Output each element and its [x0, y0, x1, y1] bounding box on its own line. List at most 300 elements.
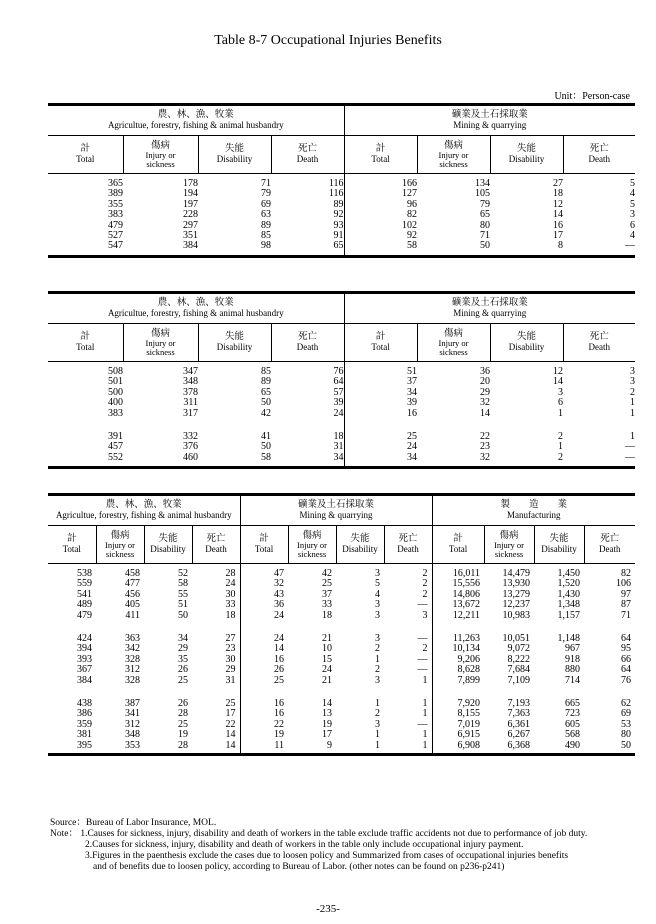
- table-cell: 35: [178, 653, 188, 665]
- table-cell: 6,915: [457, 729, 481, 741]
- table-cell: 28: [178, 739, 188, 751]
- table-cell: 62: [621, 698, 632, 710]
- note-3b-text: and of benefits due to loosen policy, according to Bureau of Labor. (other notes can be found on p236-p241): [93, 862, 505, 872]
- table-cell: 348: [125, 729, 140, 741]
- table-cell: 328: [125, 653, 140, 665]
- table-cell: 106: [616, 578, 632, 590]
- table-cell: 20: [480, 376, 491, 388]
- col-header-total: [344, 136, 417, 174]
- table-cell: 11: [274, 739, 285, 751]
- group-manu: [432, 495, 635, 526]
- table-cell: 15: [322, 653, 333, 665]
- table-cell: 1: [375, 698, 381, 710]
- table-cell: 92: [271, 210, 344, 220]
- col-header-death: [584, 526, 635, 564]
- col-header-total-en: Total: [76, 154, 95, 164]
- col-header-death-en: Death: [588, 154, 611, 164]
- table-cell: 14: [192, 730, 240, 740]
- col-header-injury-en1: Injury or: [438, 150, 469, 161]
- col-header-injury-en2: sickness: [146, 346, 175, 357]
- table-cell: 8: [558, 240, 564, 252]
- table-cell: 359: [77, 718, 92, 730]
- table-cell: 2: [558, 451, 564, 463]
- table-cell: 25: [407, 431, 418, 443]
- col-header-injury-zh: 傷病: [444, 327, 464, 339]
- table-cell: 1: [384, 741, 432, 751]
- table-cell: 116: [271, 189, 344, 199]
- group-agri-zh: 農、林、漁、牧業: [157, 297, 234, 308]
- table-cell: 389: [108, 188, 123, 200]
- page-title: Table 8-7 Occupational Injuries Benefits: [214, 33, 442, 48]
- table-cell: 501: [108, 376, 123, 388]
- col-header-total-zh: 計: [80, 142, 90, 154]
- table-cell: 22: [274, 718, 285, 730]
- col-header-death: [563, 136, 635, 174]
- table-cell: 7,193: [507, 698, 531, 710]
- table-cell: —: [384, 665, 432, 675]
- group-agri: [48, 293, 344, 324]
- col-header-total-en: Total: [371, 154, 390, 164]
- col-header-disability-en: Disability: [150, 544, 186, 554]
- col-header-total-zh: 計: [375, 142, 386, 154]
- table-cell: —: [384, 600, 432, 610]
- table-cell: 665: [565, 698, 581, 710]
- table-cell: 12,211: [452, 609, 481, 621]
- table-cell: 1: [630, 407, 636, 419]
- col-header-injury-en1: Injury or: [438, 338, 469, 349]
- table-cell: 317: [183, 407, 198, 419]
- col-header-disability-en: Disability: [216, 342, 253, 352]
- col-header-injury-en1: Injury or: [145, 338, 176, 349]
- col-header-total: [48, 324, 123, 362]
- table-cell: 9,206: [457, 653, 481, 665]
- table-section-2: [48, 291, 635, 469]
- table-cell: 3: [375, 609, 381, 621]
- col-header-total-en: Total: [371, 342, 390, 352]
- table-cell: 341: [125, 708, 140, 720]
- table-cell: 33: [192, 600, 240, 610]
- table-cell: 28: [178, 708, 188, 720]
- table-cell: 547: [108, 240, 123, 252]
- table-cell: 32: [480, 451, 491, 463]
- table-cell: 14: [322, 698, 333, 710]
- table-cell: 71: [480, 230, 491, 242]
- table-cell: 65: [480, 209, 491, 221]
- table-cell: 57: [271, 388, 344, 398]
- table-cell: 29: [192, 665, 240, 675]
- table-cell: 438: [77, 698, 92, 710]
- table-cell: 2: [384, 579, 432, 589]
- source-label: Source：: [50, 818, 86, 828]
- table-cell: 14,479: [502, 568, 531, 579]
- table-cell: 714: [565, 674, 581, 686]
- col-header-injury-en1: Injury or: [145, 150, 176, 161]
- col-header-injury: [288, 526, 336, 564]
- page-number: -235-: [316, 903, 340, 915]
- table-cell: 1: [384, 699, 432, 709]
- table-cell: 34: [407, 451, 418, 463]
- table-row: [48, 241, 635, 251]
- group-mining-en: Mining & quarrying: [453, 120, 527, 130]
- table-cell: 6,267: [507, 729, 531, 741]
- table-cell: 80: [621, 729, 632, 741]
- table-cell: 12: [553, 198, 564, 210]
- table-cell: 1: [384, 709, 432, 719]
- table-cell: 363: [125, 633, 140, 645]
- table-cell: 25: [322, 578, 333, 590]
- col-header-injury-en2: sickness: [494, 548, 524, 559]
- table-cell: —: [625, 441, 636, 453]
- table-cell: 51: [407, 366, 418, 377]
- table-cell: 2: [384, 644, 432, 654]
- col-header-death-en: Death: [397, 544, 419, 554]
- col-header-total-zh: 計: [259, 532, 269, 544]
- table-cell: 17: [192, 709, 240, 719]
- col-header-total: [48, 136, 123, 174]
- table-cell: 6,368: [507, 739, 531, 751]
- table-section-3: [48, 493, 635, 756]
- table-cell: 351: [183, 230, 198, 242]
- table-cell: 395: [77, 739, 92, 751]
- table-cell: 71: [261, 178, 271, 189]
- table-cell: 400: [108, 397, 123, 409]
- table-cell: 405: [125, 599, 140, 611]
- table-cell: 16: [407, 407, 418, 419]
- table-cell: 10: [322, 643, 333, 655]
- col-header-disability-en: Disability: [541, 544, 577, 554]
- table-cell: 87: [621, 599, 632, 611]
- table-cell: 25: [178, 718, 188, 730]
- table-cell: 89: [261, 219, 271, 231]
- table-cell: 194: [183, 188, 198, 200]
- table-cell: 311: [183, 397, 198, 409]
- group-mining-en: Mining & quarrying: [453, 308, 527, 318]
- col-header-death: [384, 526, 432, 564]
- table-cell: 1: [630, 431, 636, 443]
- table-cell: 3: [375, 674, 381, 686]
- table-cell: 7,920: [457, 698, 481, 710]
- table-cell: 394: [77, 643, 92, 655]
- table-cell: 880: [565, 664, 581, 676]
- table-cell: 6,908: [457, 739, 481, 751]
- col-header-death-en: Death: [205, 544, 227, 554]
- table-cell: 500: [108, 386, 123, 398]
- table-cell: 8,222: [507, 653, 531, 665]
- col-header-total-en: Total: [62, 544, 81, 554]
- table-cell: 79: [480, 198, 491, 210]
- col-header-disability: [490, 324, 563, 362]
- table-cell: 134: [475, 178, 491, 189]
- col-header-injury-en2: sickness: [297, 548, 327, 559]
- row-spacer: [48, 751, 635, 755]
- note-2-text: 2.Causes for sickness, injury, disability and death of workers in the table only include occupational injury payment.: [85, 840, 524, 850]
- table-cell: 9,072: [507, 643, 531, 655]
- table-cell: 6: [630, 219, 636, 231]
- table-cell: 5: [375, 578, 381, 590]
- col-header-injury-zh: 傷病: [302, 529, 322, 541]
- table-cell: 25: [274, 674, 285, 686]
- table-cell: 3: [375, 633, 381, 645]
- col-header-disability: [490, 136, 563, 174]
- col-header-death-zh: 死亡: [206, 532, 226, 544]
- table-cell: 69: [621, 708, 632, 720]
- table-cell: 16: [274, 653, 285, 665]
- table-cell: 386: [77, 708, 92, 720]
- col-header-injury-zh: 傷病: [499, 529, 519, 541]
- table-cell: 18: [322, 609, 333, 621]
- table-cell: 460: [183, 451, 198, 463]
- table-cell: 424: [77, 633, 92, 645]
- table-cell: 328: [125, 674, 140, 686]
- table-cell: 1,430: [557, 588, 581, 600]
- table-cell: 365: [108, 178, 123, 189]
- table-cell: 723: [565, 708, 581, 720]
- col-header-disability: [198, 136, 271, 174]
- table-cell: 6: [558, 397, 564, 409]
- col-header-total-en: Total: [448, 544, 468, 554]
- col-header-injury-zh: 傷病: [110, 529, 130, 541]
- table-cell: 47: [274, 568, 285, 579]
- col-header-injury-en2: sickness: [105, 548, 135, 559]
- table-cell: 5: [630, 178, 636, 189]
- table-cell: 14: [553, 209, 564, 221]
- table-cell: 967: [565, 643, 581, 655]
- table-cell: 384: [77, 674, 92, 686]
- col-header-injury-zh: 傷病: [150, 327, 170, 339]
- table-cell: 65: [271, 241, 344, 251]
- col-header-injury: [123, 136, 198, 174]
- table-cell: 332: [183, 431, 198, 443]
- table-cell: 3: [630, 376, 636, 388]
- table-cell: 18: [553, 188, 564, 200]
- col-header-injury: [96, 526, 144, 564]
- table-cell: 458: [125, 568, 140, 579]
- group-agri-zh: 農、林、漁、牧業: [157, 109, 234, 120]
- col-header-death-en: Death: [296, 154, 319, 164]
- table-cell: 1,157: [557, 609, 581, 621]
- table-cell: 489: [77, 599, 92, 611]
- table-cell: 37: [407, 376, 418, 388]
- unit-label: Unit：Person-case: [554, 91, 630, 102]
- col-header-disability-en: Disability: [216, 154, 253, 164]
- table-cell: 13,672: [452, 599, 481, 611]
- table-cell: 21: [322, 633, 333, 645]
- table-cell: 24: [407, 441, 418, 453]
- table-cell: 1: [630, 397, 636, 409]
- group-mining: [240, 495, 432, 526]
- col-header-total-en: Total: [254, 544, 274, 554]
- table-cell: 477: [125, 578, 140, 590]
- table-cell: 79: [261, 188, 271, 200]
- table-cell: 13,930: [502, 578, 531, 590]
- group-mining-zh: 礦業及土石採取業: [451, 297, 528, 308]
- col-header-total: [48, 526, 96, 564]
- group-manu-en: Manufacturing: [507, 510, 561, 520]
- table-cell: 1: [384, 676, 432, 686]
- group-agri: [48, 105, 344, 136]
- col-header-death-zh: 死亡: [398, 532, 418, 544]
- table-cell: 55: [178, 588, 188, 600]
- table-cell: 23: [480, 441, 491, 453]
- table-cell: 3: [630, 366, 636, 377]
- table-cell: 456: [125, 588, 140, 600]
- table-cell: 105: [475, 188, 491, 200]
- table-cell: 37: [322, 588, 333, 600]
- table-cell: 3: [375, 599, 381, 611]
- col-header-injury-en2: sickness: [146, 158, 175, 169]
- table-cell: 14: [480, 407, 491, 419]
- table-cell: 1,450: [557, 568, 581, 579]
- note-3: [50, 851, 650, 862]
- table-cell: 51: [178, 599, 188, 611]
- table-cell: 52: [178, 568, 188, 579]
- group-agri-en: Agricultue, forestry, fishing & animal husbandry: [55, 510, 232, 520]
- col-header-death: [271, 324, 344, 362]
- table-cell: 23: [192, 644, 240, 654]
- col-header-total-zh: 計: [453, 532, 463, 544]
- table-cell: 383: [108, 209, 123, 221]
- table-cell: 14: [274, 643, 285, 655]
- col-header-death-zh: 死亡: [589, 142, 609, 154]
- table-cell: 4: [630, 188, 636, 200]
- table-cell: 15,556: [452, 578, 481, 590]
- group-mining-zh: 礦業及土石採取業: [451, 109, 528, 120]
- table-cell: 95: [621, 643, 632, 655]
- col-header-total: [432, 526, 484, 564]
- table-cell: 393: [77, 653, 92, 665]
- table-cell: 4: [630, 230, 636, 242]
- col-header-death-zh: 死亡: [298, 330, 318, 342]
- table-cell: 1: [375, 653, 381, 665]
- table-cell: 376: [183, 441, 198, 453]
- table-cell: 348: [183, 376, 198, 388]
- table-cell: 166: [402, 178, 418, 189]
- col-header-total-zh: 計: [80, 330, 90, 342]
- table-cell: 8,155: [457, 708, 481, 720]
- group-agri: [48, 495, 240, 526]
- table-cell: 102: [402, 219, 418, 231]
- col-header-death: [563, 324, 635, 362]
- table-cell: 387: [125, 698, 140, 710]
- table-cell: 41: [261, 431, 271, 443]
- col-header-death: [271, 136, 344, 174]
- table-cell: 411: [125, 609, 140, 621]
- col-header-disability: [336, 526, 384, 564]
- group-mining: [344, 293, 635, 324]
- col-header-death-en: Death: [599, 544, 621, 554]
- source-line: [50, 818, 650, 829]
- note-3-cont: [50, 862, 650, 873]
- col-header-disability-zh: 失能: [517, 330, 537, 342]
- table-cell: 18: [271, 432, 344, 442]
- table-cell: 27: [192, 634, 240, 644]
- table-cell: 42: [322, 568, 333, 579]
- table-cell: 26: [178, 698, 188, 710]
- col-header-injury-en1: Injury or: [297, 540, 327, 551]
- table-cell: 384: [183, 240, 198, 252]
- table-cell: 605: [565, 718, 581, 730]
- table-cell: 353: [125, 739, 140, 751]
- table-cell: 2: [375, 708, 381, 720]
- table-cell: 17: [322, 729, 333, 741]
- col-header-injury: [484, 526, 534, 564]
- table-cell: 36: [480, 366, 491, 377]
- table-cell: 355: [108, 198, 123, 210]
- table-section-1: [48, 103, 635, 258]
- table-cell: 2: [384, 569, 432, 579]
- col-header-disability-en: Disability: [508, 342, 545, 352]
- table-cell: 1,520: [557, 578, 581, 590]
- table-cell: 25: [192, 699, 240, 709]
- table-cell: 17: [553, 230, 564, 242]
- col-header-death-zh: 死亡: [600, 532, 620, 544]
- col-header-injury-zh: 傷病: [444, 139, 464, 151]
- col-header-disability-en: Disability: [342, 544, 378, 554]
- table-cell: 76: [271, 367, 344, 377]
- table-cell: 30: [192, 590, 240, 600]
- col-header-death: [192, 526, 240, 564]
- table-cell: 32: [274, 578, 285, 590]
- table-cell: 4: [375, 588, 381, 600]
- table-cell: 24: [274, 633, 285, 645]
- table-cell: 34: [271, 453, 344, 463]
- table-cell: 10,983: [502, 609, 531, 621]
- table-cell: 30: [192, 655, 240, 665]
- table-cell: 85: [261, 366, 271, 377]
- table-cell: 50: [261, 397, 271, 409]
- source-text: Bureau of Labor Insurance, MOL.: [85, 818, 217, 828]
- table-cell: 13: [322, 708, 333, 720]
- table-cell: 12,237: [502, 599, 531, 611]
- table-cell: 71: [621, 609, 632, 621]
- group-manu-zh: 製 造 業: [500, 499, 568, 510]
- table-cell: 16: [274, 708, 285, 720]
- table-cell: 97: [621, 588, 632, 600]
- table-cell: 14: [192, 741, 240, 751]
- col-header-total-zh: 計: [66, 532, 77, 544]
- table-cell: 479: [108, 219, 123, 231]
- table-cell: 347: [183, 366, 198, 377]
- table-cell: 50: [480, 240, 491, 252]
- table-cell: 1: [558, 407, 564, 419]
- group-agri-en: Agricultue, forestry, fishing & animal husbandry: [107, 308, 284, 318]
- table-cell: 31: [271, 442, 344, 452]
- table-cell: 64: [271, 377, 344, 387]
- table-cell: 19: [274, 729, 285, 741]
- col-header-disability: [144, 526, 192, 564]
- note-label: Note：: [50, 829, 78, 839]
- table-cell: 21: [322, 674, 333, 686]
- table-cell: 63: [261, 209, 271, 221]
- row-spacer: [48, 463, 635, 468]
- table-cell: 3: [375, 718, 381, 730]
- table-cell: 2: [375, 664, 381, 676]
- table-cell: 27: [553, 178, 564, 189]
- table-cell: 14: [553, 376, 564, 388]
- table-cell: 39: [271, 398, 344, 408]
- table-row: [48, 741, 635, 751]
- table-cell: 391: [108, 431, 123, 443]
- table-cell: 2: [630, 386, 636, 398]
- table-cell: 25: [178, 674, 188, 686]
- table-cell: 7,899: [457, 674, 481, 686]
- table-cell: 197: [183, 198, 198, 210]
- table-cell: 31: [192, 676, 240, 686]
- table-cell: 918: [565, 653, 581, 665]
- col-header-injury: [417, 324, 490, 362]
- col-header-total-zh: 計: [375, 330, 386, 342]
- col-header-injury: [417, 136, 490, 174]
